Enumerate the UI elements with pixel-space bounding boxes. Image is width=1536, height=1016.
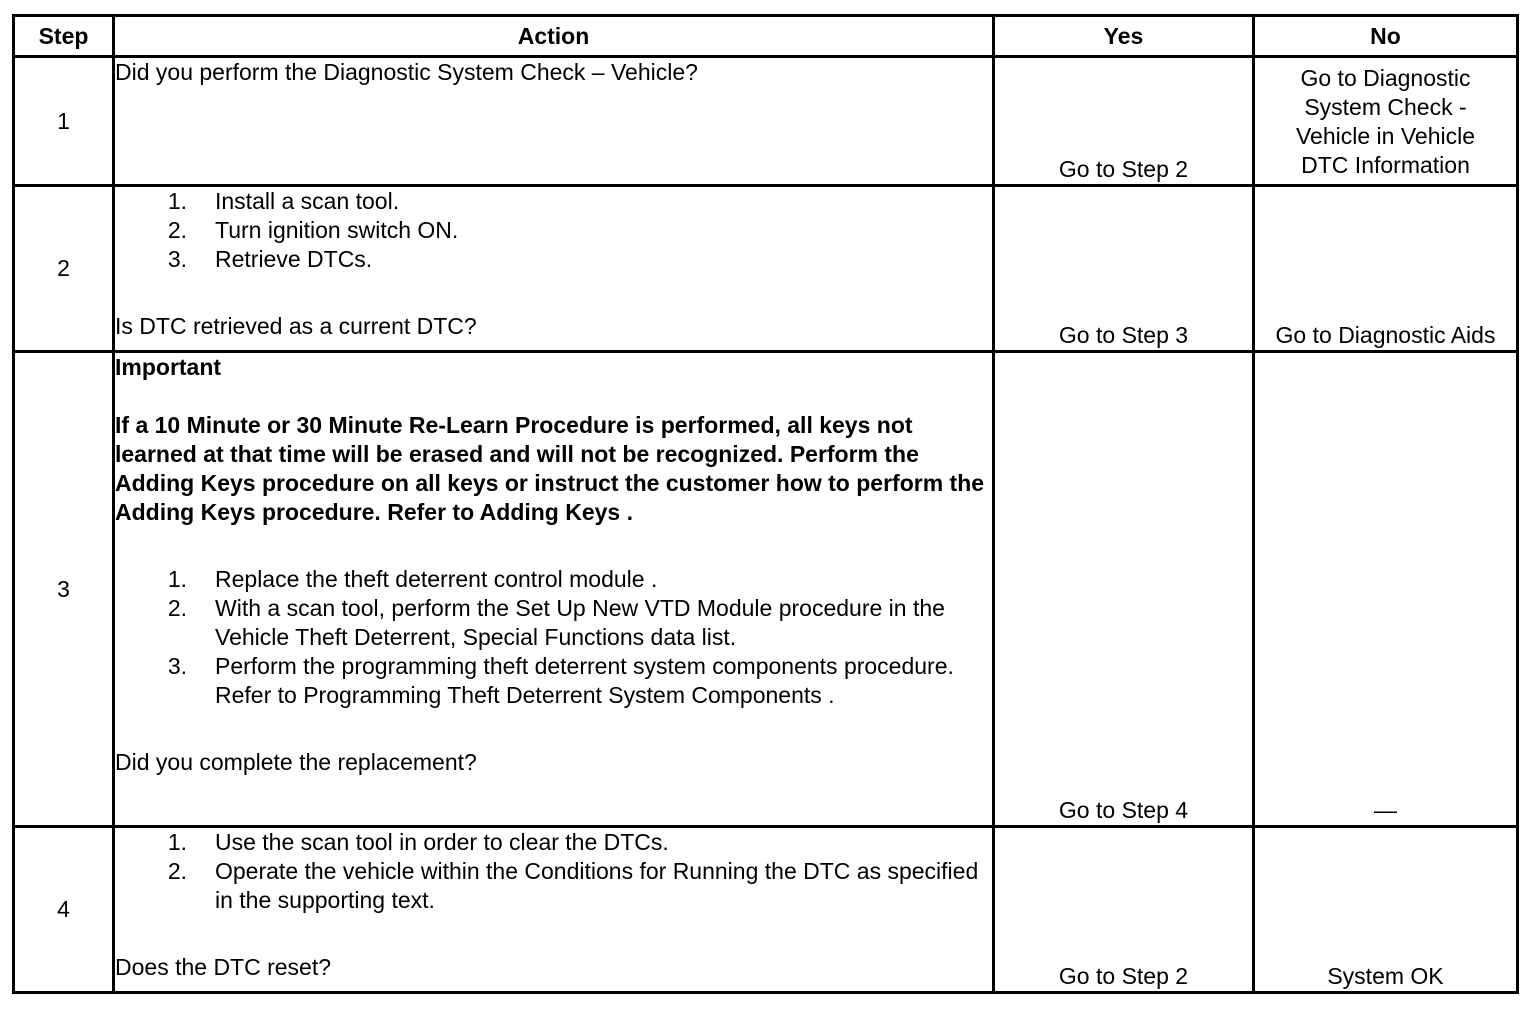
- list-item: [115, 857, 992, 915]
- yes-cell: Go to Step 2: [995, 58, 1255, 187]
- action-steps-list: [115, 565, 992, 710]
- table-row: [15, 58, 1519, 187]
- header-no: No: [1255, 17, 1519, 58]
- step-number: 2: [15, 187, 115, 353]
- yes-cell: Go to Step 4: [995, 353, 1255, 828]
- important-title: Important: [115, 354, 222, 380]
- list-item: [115, 594, 992, 652]
- list-item-text: Operate the vehicle within the Conditions for Running the DTC as specified in the supporting text.: [215, 858, 979, 913]
- list-item-number: 2.: [167, 217, 187, 243]
- list-item: [115, 565, 992, 594]
- table-row: [15, 187, 1519, 353]
- list-item-number: 2.: [167, 858, 187, 884]
- action-question: Did you complete the replacement?: [115, 749, 477, 775]
- header-step: Step: [15, 17, 115, 58]
- action-question: Did you perform the Diagnostic System Check – Vehicle?: [115, 59, 698, 85]
- action-steps-list: [115, 187, 992, 274]
- step-number: 1: [15, 58, 115, 187]
- action-question: Does the DTC reset?: [115, 954, 332, 980]
- table-row: [15, 353, 1519, 828]
- list-item-text: Replace the theft deterrent control module .: [215, 566, 658, 592]
- list-item-text: Turn ignition switch ON.: [215, 217, 459, 243]
- action-cell: [115, 353, 995, 828]
- list-item-number: 1.: [167, 188, 187, 214]
- list-item-number: 1.: [167, 566, 187, 592]
- action-cell: [115, 58, 995, 187]
- step-number: 3: [15, 353, 115, 828]
- list-item-text: Retrieve DTCs.: [215, 246, 373, 272]
- no-cell: —: [1255, 353, 1519, 828]
- list-item-number: 3.: [167, 246, 187, 272]
- list-item: [115, 187, 992, 216]
- important-note: If a 10 Minute or 30 Minute Re-Learn Procedure is performed, all keys not learned at that time will be erased and will not be recognized. Perform the Adding Keys procedure on all keys or instruct the customer how to perform the Adding Keys procedure. Refer to Adding Keys .: [115, 412, 985, 525]
- yes-cell: Go to Step 2: [995, 828, 1255, 994]
- step-number: 4: [15, 828, 115, 994]
- list-item-text: Perform the programming theft deterrent system components procedure. Refer to Programming Theft Deterrent System Components .: [215, 653, 954, 708]
- no-cell: Go to Diagnostic Aids: [1255, 187, 1519, 353]
- header-row: [15, 17, 1519, 58]
- diagnostic-table: [12, 14, 1519, 994]
- no-cell: System OK: [1255, 828, 1519, 994]
- list-item: [115, 828, 992, 857]
- list-item-text: Use the scan tool in order to clear the DTCs.: [215, 829, 669, 855]
- list-item-number: 3.: [167, 653, 187, 679]
- list-item-number: 2.: [167, 595, 187, 621]
- no-cell: Go to Diagnostic System Check - Vehicle in Vehicle DTC Information: [1255, 58, 1519, 187]
- action-question: Is DTC retrieved as a current DTC?: [115, 313, 477, 339]
- header-yes: Yes: [995, 17, 1255, 58]
- action-cell: [115, 187, 995, 353]
- list-item-text: With a scan tool, perform the Set Up New VTD Module procedure in the Vehicle Theft Deterrent, Special Functions data list.: [215, 595, 945, 650]
- header-action: Action: [115, 17, 995, 58]
- action-cell: [115, 828, 995, 994]
- table-row: [15, 828, 1519, 994]
- action-steps-list: [115, 828, 992, 915]
- list-item: [115, 245, 992, 274]
- list-item-number: 1.: [167, 829, 187, 855]
- list-item-text: Install a scan tool.: [215, 188, 400, 214]
- list-item: [115, 652, 992, 710]
- yes-cell: Go to Step 3: [995, 187, 1255, 353]
- list-item: [115, 216, 992, 245]
